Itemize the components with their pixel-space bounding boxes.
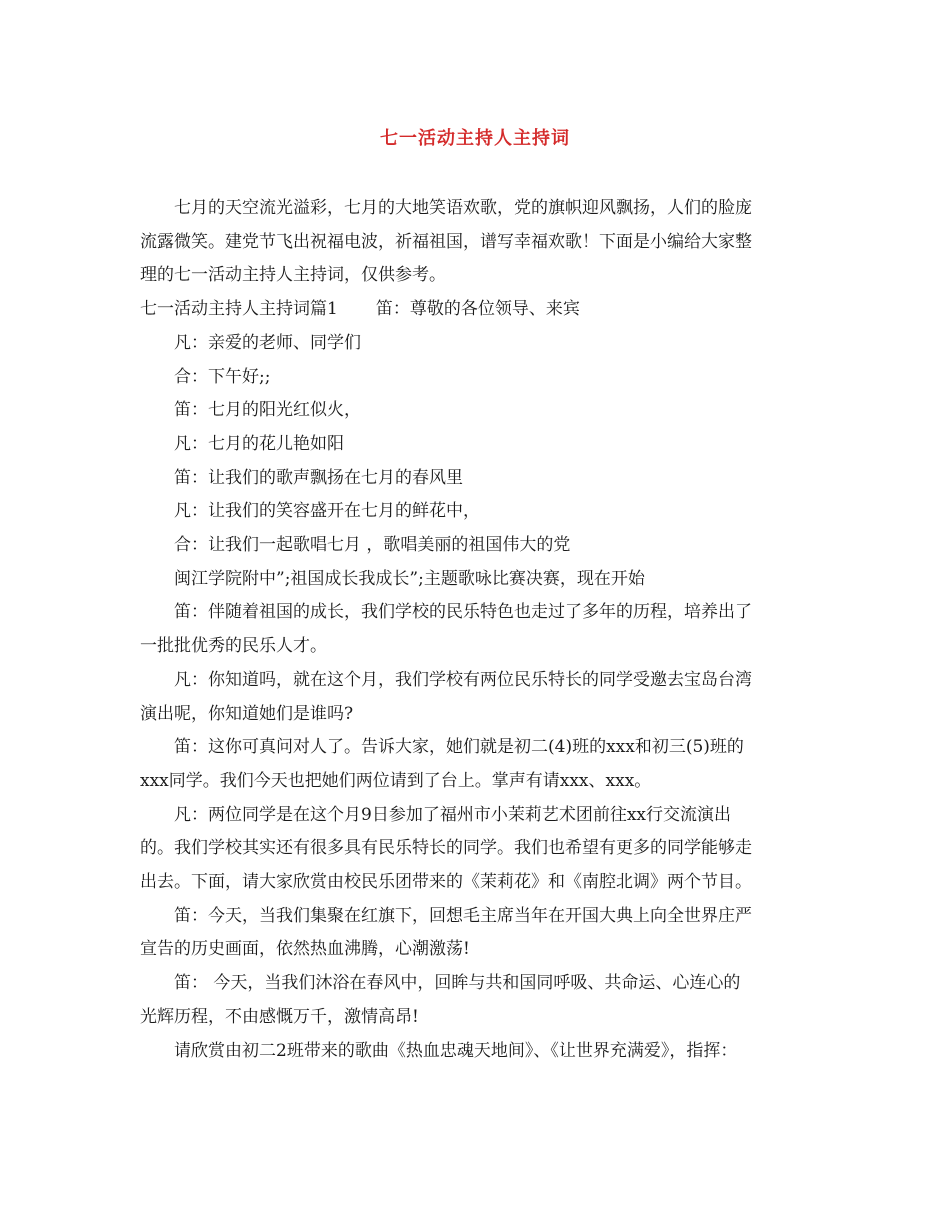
document-body bbox=[140, 192, 824, 1068]
paragraph-line: xxx同学。我们今天也把她们两位请到了台上。掌声有请xxx、xxx。 bbox=[140, 770, 652, 791]
paragraph-line: 一批批优秀的民乐人才。 bbox=[140, 636, 327, 657]
dialogue-line: 笛：让我们的歌声飘扬在七月的春风里 bbox=[174, 467, 463, 488]
dialogue-line: 笛：这你可真问对人了。告诉大家，她们就是初二(4)班的xxx和初三(5)班的 bbox=[174, 737, 744, 758]
dialogue-line: 凡：七月的花儿艳如阳 bbox=[174, 433, 344, 454]
paragraph-line: 出去。下面，请大家欣赏由校民乐团带来的《茉莉花》和《南腔北调》两个节目。 bbox=[140, 872, 752, 893]
section-heading: 七一活动主持人主持词篇1 bbox=[140, 299, 338, 320]
paragraph-line: 理的七一活动主持人主持词，仅供参考。 bbox=[140, 265, 446, 286]
paragraph-line: 闽江学院附中”;祖国成长我成长”;主题歌咏比赛决赛，现在开始 bbox=[174, 568, 645, 589]
paragraph-line: 请欣赏由初二2班带来的歌曲《热血忠魂天地间》、《让世界充满爱》，指挥： bbox=[174, 1040, 738, 1061]
paragraph-line: 光辉历程，不由感慨万千，激情高昂! bbox=[140, 1006, 419, 1027]
dialogue-line: 笛： 今天，当我们沐浴在春风中，回眸与共和国同呼吸、共命运、心连心的 bbox=[174, 973, 741, 994]
paragraph-line: 宣告的历史画面，依然热血沸腾，心潮激荡! bbox=[140, 939, 470, 960]
document-title: 七一活动主持人主持词 bbox=[380, 128, 570, 149]
section-heading-line bbox=[140, 293, 824, 327]
dialogue-line: 笛：七月的阳光红似火， bbox=[174, 400, 361, 421]
dialogue-line: 凡：两位同学是在这个月9日参加了福州市小茉莉艺术团前往xx行交流演出 bbox=[174, 804, 731, 825]
paragraph-line: 演出呢，你知道她们是谁吗? bbox=[140, 703, 354, 724]
dialogue-line: 笛：尊敬的各位领导、来宾 bbox=[375, 299, 580, 320]
dialogue-line: 合：下午好;; bbox=[174, 366, 271, 387]
dialogue-line: 凡：亲爱的老师、同学们 bbox=[174, 332, 361, 353]
paragraph-line: 流露微笑。建党节飞出祝福电波，祈福祖国，谱写幸福欢歌！下面是小编给大家整 bbox=[140, 231, 752, 252]
paragraph-line: 的。我们学校其实还有很多具有民乐特长的同学。我们也希望有更多的同学能够走 bbox=[140, 838, 752, 859]
dialogue-line: 合：让我们一起歌唱七月 ，歌唱美丽的祖国伟大的党 bbox=[174, 535, 571, 556]
dialogue-line: 笛：今天，当我们集聚在红旗下，回想毛主席当年在开国大典上向全世界庄严 bbox=[174, 905, 752, 926]
dialogue-line: 凡：你知道吗，就在这个月，我们学校有两位民乐特长的同学受邀去宝岛台湾 bbox=[174, 669, 752, 690]
dialogue-line: 凡：让我们的笑容盛开在七月的鲜花中， bbox=[174, 501, 480, 522]
dialogue-line: 笛：伴随着祖国的成长，我们学校的民乐特色也走过了多年的历程，培养出了 bbox=[174, 602, 752, 623]
paragraph-line: 七月的天空流光溢彩，七月的大地笑语欢歌，党的旗帜迎风飘扬，人们的脸庞 bbox=[174, 198, 752, 218]
